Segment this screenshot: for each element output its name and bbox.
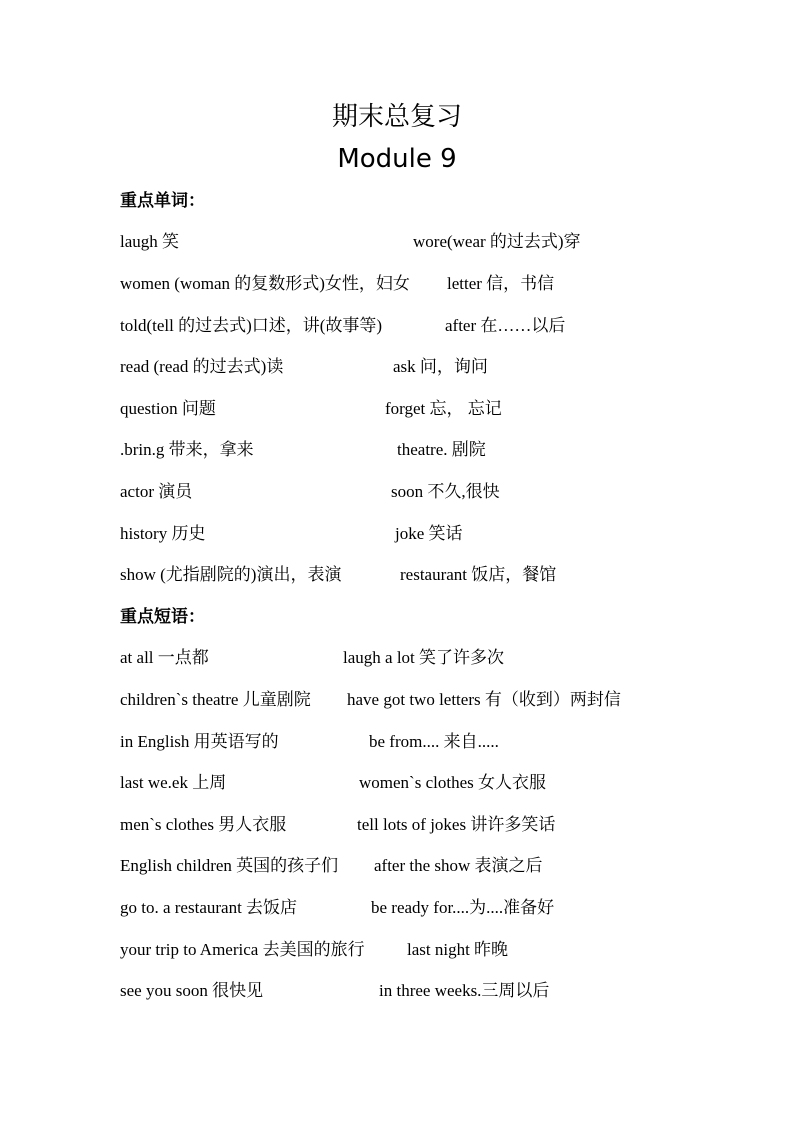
phrase-entry: tell lots of jokes 讲许多笑话 [357, 815, 556, 834]
vocab-row [0, 525, 794, 549]
vocab-entry: read (read 的过去式)读 [120, 357, 284, 376]
phrase-entry: go to. a restaurant 去饭店 [120, 898, 298, 917]
phrase-entry: laugh a lot 笑了许多次 [343, 648, 505, 667]
page-subtitle: Module 9 [337, 144, 457, 174]
phrase-entry: women`s clothes 女人衣服 [359, 773, 546, 792]
vocab-entry: soon 不久,很快 [391, 482, 500, 501]
phrase-row [0, 733, 794, 757]
vocab-entry: show (尤指剧院的)演出，表演 [120, 565, 342, 584]
phrase-entry: children`s theatre 儿童剧院 [120, 690, 311, 709]
phrase-row [0, 941, 794, 965]
phrase-entry: last we.ek 上周 [120, 773, 227, 792]
key-phrases-heading: 重点短语： [120, 607, 205, 626]
vocab-row [0, 233, 794, 257]
page-title: 期末总复习 [331, 102, 462, 132]
vocab-entry: ask 问，询问 [393, 357, 488, 376]
phrase-entry: after the show 表演之后 [374, 856, 543, 875]
phrase-row [0, 691, 794, 715]
phrase-entry: be ready for....为....准备好 [371, 898, 555, 917]
vocab-entry: wore(wear 的过去式)穿 [413, 232, 581, 251]
phrase-entry: your trip to America 去美国的旅行 [120, 940, 365, 959]
vocab-entry: question 问题 [120, 399, 216, 418]
key-words-heading: 重点单词： [120, 191, 205, 210]
vocab-entry: laugh 笑 [120, 232, 180, 251]
vocab-row [0, 358, 794, 382]
phrase-entry: see you soon 很快见 [120, 981, 264, 1000]
vocab-entry: forget 忘， 忘记 [385, 399, 502, 418]
vocab-row [0, 400, 794, 424]
phrase-entry: in three weeks.三周以后 [379, 981, 550, 1000]
vocab-entry: joke 笑话 [395, 524, 463, 543]
phrase-entry: be from.... 来自..... [369, 732, 499, 751]
phrase-row [0, 649, 794, 673]
phrase-entry: have got two letters 有（收到）两封信 [347, 690, 621, 709]
vocab-row [0, 483, 794, 507]
vocab-entry: theatre. 剧院 [397, 440, 486, 459]
vocab-entry: letter 信，书信 [447, 274, 555, 293]
phrase-row [0, 774, 794, 798]
vocab-entry: restaurant 饭店，餐馆 [400, 565, 557, 584]
vocab-entry: history 历史 [120, 524, 206, 543]
vocab-entry: actor 演员 [120, 482, 193, 501]
vocab-entry: after 在……以后 [445, 316, 566, 335]
vocab-entry: told(tell 的过去式)口述，讲(故事等) [120, 316, 383, 335]
phrase-entry: at all 一点都 [120, 648, 209, 667]
phrase-row [0, 816, 794, 840]
phrase-row [0, 982, 794, 1006]
phrase-entry: English children 英国的孩子们 [120, 856, 339, 875]
vocab-entry: .brin.g 带来，拿来 [120, 440, 254, 459]
phrase-entry: last night 昨晚 [407, 940, 509, 959]
vocab-row [0, 441, 794, 465]
vocab-entry: women (woman 的复数形式)女性，妇女 [120, 274, 410, 293]
vocab-row [0, 275, 794, 299]
phrase-entry: men`s clothes 男人衣服 [120, 815, 287, 834]
vocab-row [0, 317, 794, 341]
phrase-row [0, 857, 794, 881]
phrase-row [0, 899, 794, 923]
vocab-row [0, 566, 794, 590]
phrase-entry: in English 用英语写的 [120, 732, 279, 751]
